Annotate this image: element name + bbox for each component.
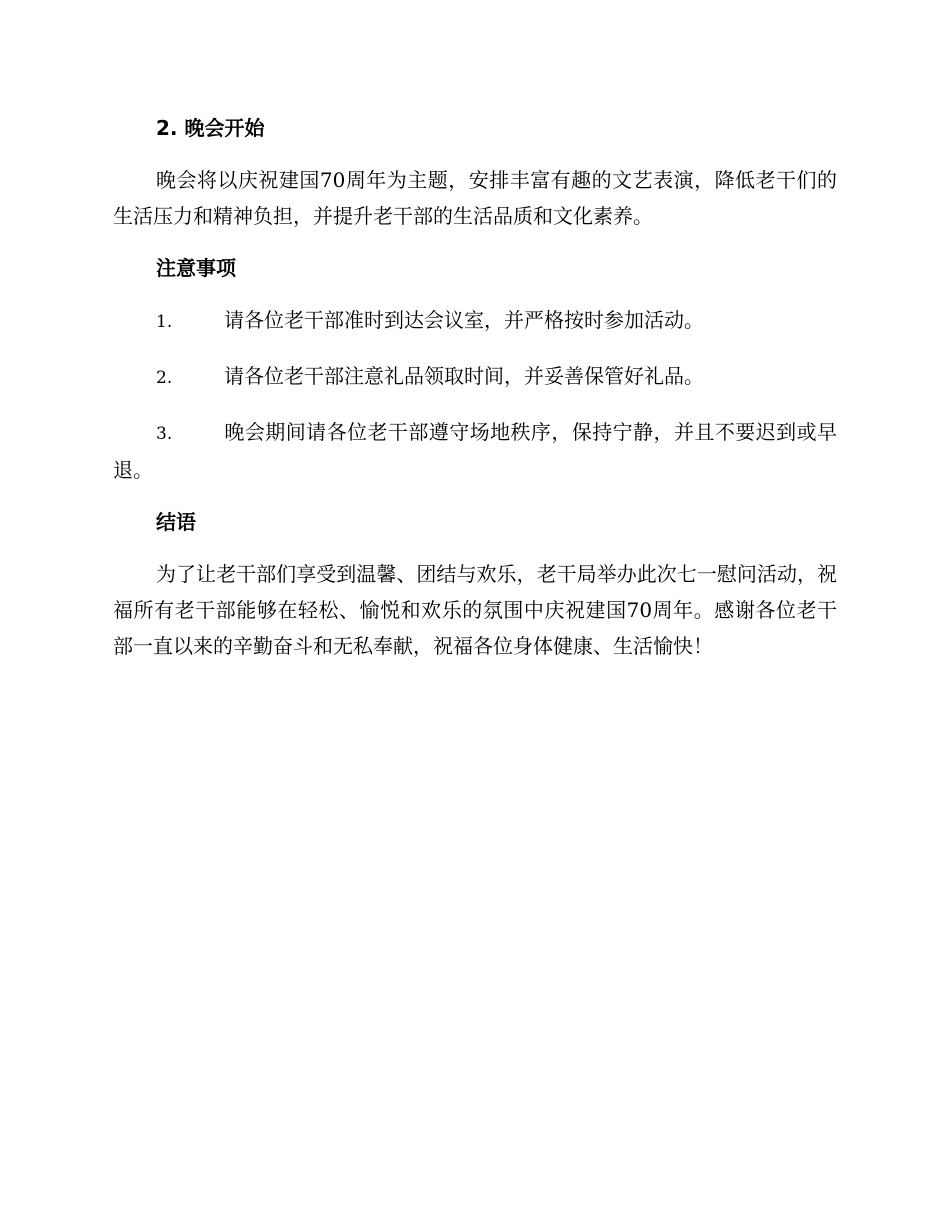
spacer [113, 540, 837, 556]
spacer [113, 488, 837, 504]
list-item [113, 302, 837, 340]
spacer [113, 286, 837, 302]
spacer [113, 396, 837, 414]
list-item [113, 414, 837, 488]
list-item [113, 358, 837, 396]
section-heading-evening: 2. 晚会开始 [156, 116, 265, 140]
paragraph-conclusion: 为了让老干部们享受到温馨、团结与欢乐，老干局举办此次七一慰问活动，祝福所有老干部能够在轻松、愉悦和欢乐的氛围中庆祝建国70周年。感谢各位老干部一直以来的辛勤奋斗和无私奉献，祝福各位身体健康、生活愉快！ [113, 562, 837, 658]
document-body [113, 110, 837, 664]
section-heading-notes: 注意事项 [156, 256, 236, 280]
list-item-number: 1. [156, 312, 173, 332]
spacer [113, 340, 837, 358]
list-item-number: 2. [156, 368, 173, 388]
section-heading-conclusion: 结语 [156, 510, 196, 534]
list-item-text: 请各位老干部准时到达会议室，并严格按时参加活动。 [224, 308, 704, 332]
paragraph-evening: 晚会将以庆祝建国70周年为主题，安排丰富有趣的文艺表演，降低老干们的生活压力和精神负担，并提升老干部的生活品质和文化素养。 [113, 168, 837, 228]
list-item-number: 3. [156, 424, 173, 444]
list-item-text: 晚会期间请各位老干部遵守场地秩序，保持宁静，并且不要迟到或早退。 [113, 420, 837, 482]
spacer [113, 234, 837, 250]
spacer [113, 146, 837, 162]
list-item-text: 请各位老干部注意礼品领取时间，并妥善保管好礼品。 [224, 364, 704, 388]
